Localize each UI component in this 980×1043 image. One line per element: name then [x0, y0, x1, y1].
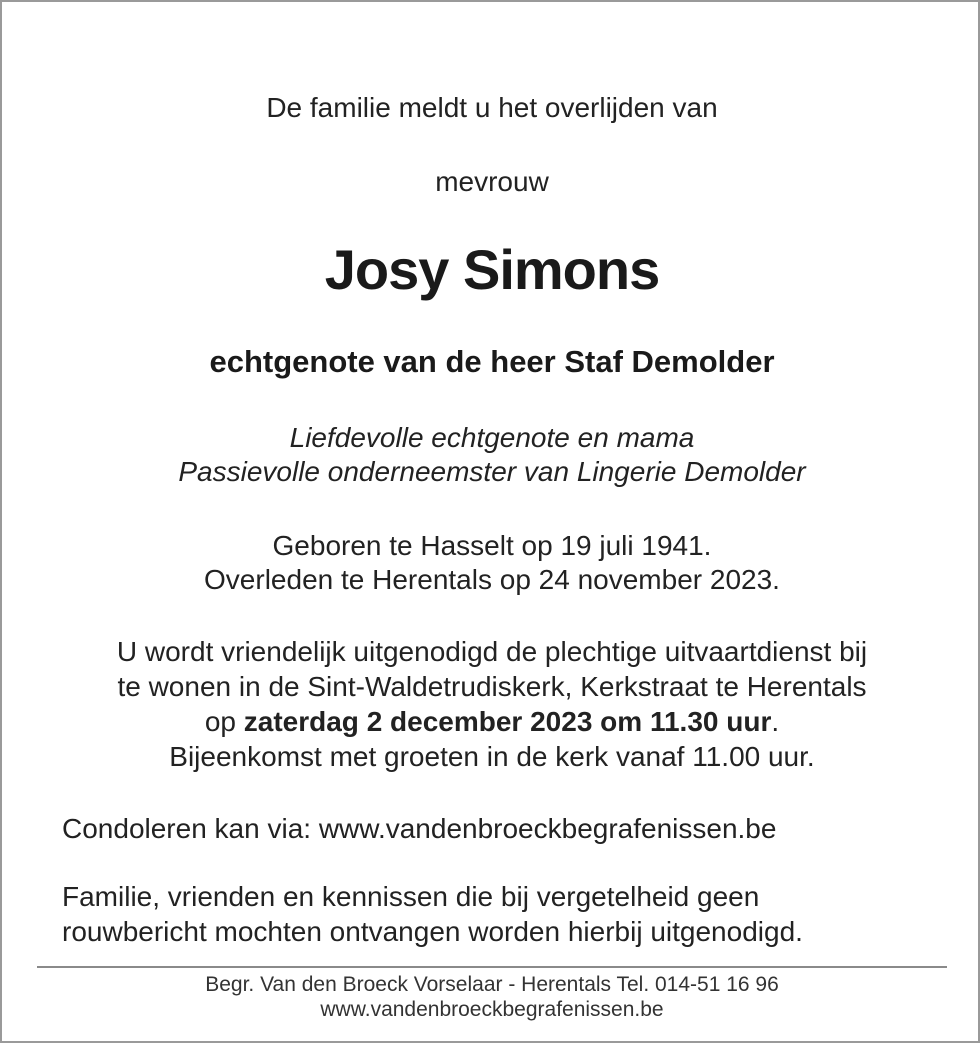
- service-date: zaterdag 2 december 2023 om 11.30 uur: [243, 706, 772, 737]
- footer-funeral-home: Begr. Van den Broeck Vorselaar - Herentals Tel. 014-51 16 96: [205, 973, 779, 996]
- death-line: Overleden te Herentals op 24 november 2023.: [204, 564, 780, 595]
- tribute-line-2: Passievolle onderneemster van Lingerie Demolder: [178, 456, 806, 487]
- invitation-line-1: Familie, vrienden en kennissen die bij vergetelheid geen: [62, 881, 760, 912]
- spouse-line: echtgenote van de heer Staf Demolder: [209, 344, 775, 379]
- honorific: mevrouw: [435, 166, 549, 197]
- invitation-line-2: rouwbericht mochten ontvangen worden hierbij uitgenodigd.: [62, 916, 803, 947]
- service-date-prefix: op: [204, 706, 244, 737]
- service-line-3: [2, 705, 980, 739]
- footer-website: www.vandenbroeckbegrafenissen.be: [320, 998, 664, 1021]
- birth-line: Geboren te Hasselt op 19 juli 1941.: [272, 530, 712, 561]
- tribute-line-1: Liefdevolle echtgenote en mama: [289, 422, 695, 453]
- condolences-line: Condoleren kan via: www.vandenbroeckbegrafenissen.be: [62, 813, 777, 844]
- service-line-2: te wonen in de Sint-Waldetrudiskerk, Kerkstraat te Herentals: [117, 671, 867, 702]
- service-date-suffix: .: [771, 706, 780, 737]
- footer-divider: [37, 966, 947, 968]
- service-line-1: U wordt vriendelijk uitgenodigd de plechtige uitvaartdienst bij: [116, 636, 868, 667]
- deceased-name: Josy Simons: [324, 238, 660, 301]
- intro-text: De familie meldt u het overlijden van: [266, 92, 718, 123]
- service-line-4: Bijeenkomst met groeten in de kerk vanaf 11.00 uur.: [169, 741, 815, 772]
